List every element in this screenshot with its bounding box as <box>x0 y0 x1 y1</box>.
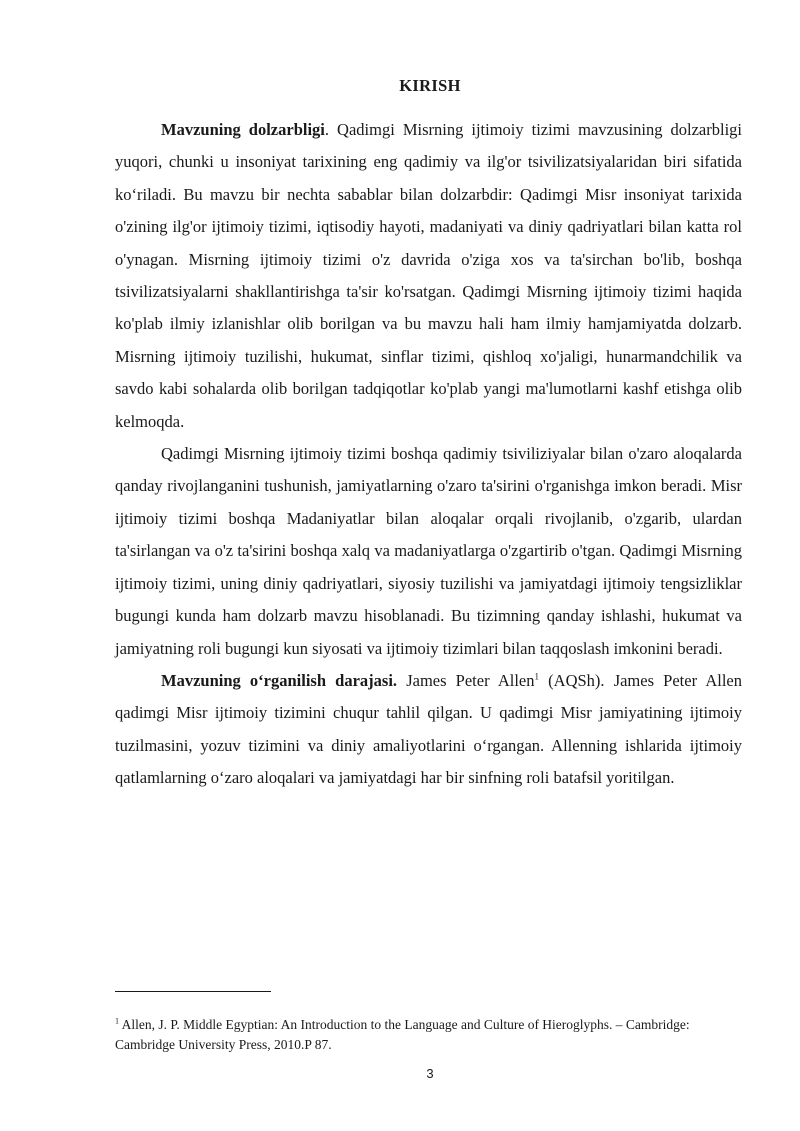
paragraph-study-level <box>115 665 742 795</box>
paragraph-text: . Qadimgi Misrning ijtimoiy tizimi mavzusining dolzarbligi yuqori, chunki u insoniyat tarixining eng qadimiy va ilg'or tsivilizatsiyalaridan biri sifatida ko‘riladi. Bu mavzu bir nechta sabablar bilan dolzarbdir: Qadimgi Misr insoniyat tarixida o'zining ilg'or ijtimoiy tizimi, iqtisodiy hayoti, madaniyati va diniy qadriyatlari bilan katta rol o'ynagan. Misrning ijtimoiy tizimi o'z davrida o'ziga xos va ta'sirchan bo'lib, boshqa tsivilizatsiyalarni shakllantirishga ta'sir ko'rsatgan. Qadimgi Misrning ijtimoiy tizimi haqida ko'plab ilmiy izlanishlar olib borilgan va bu mavzu hali ham ilmiy hamjamiyatda dolzarb. Misrning ijtimoiy tuzilishi, hukumat, sinflar tizimi, qishloq xo'jaligi, hunarmandchilik va savdo kabi sohalarda olib borilgan tadqiqotlar ko'plab yangi ma'lumotlarni kashf etishga olib kelmoqda. <box>115 120 742 431</box>
footnote-separator <box>115 991 271 992</box>
footnote-marker: 1 <box>115 1016 119 1026</box>
paragraph-relevance <box>115 114 742 438</box>
footnote-reference[interactable]: 1 <box>534 671 539 682</box>
paragraph-lead: Mavzuning o‘rganilish darajasi. <box>161 670 398 690</box>
page-number: 3 <box>426 1066 434 1081</box>
footnote-text: Allen, J. P. Middle Egyptian: An Introduction to the Language and Culture of Hieroglyphs. – Cambridge: Cambridge University Press, 2010.P 87. <box>115 1017 690 1052</box>
paragraph-text: Qadimgi Misrning ijtimoiy tizimi boshqa qadimiy tsiviliziyalar bilan o'zaro aloqalarda qanday rivojlanganini tushunish, jamiyatlarning o'zaro ta'sirini o'rganishga imkon beradi. Misr ijtimoiy tizimi boshqa Madaniyatlar bilan aloqalar orqali rivojlanib, o'zgarib, ulardan ta'sirlangan va o'z ta'sirini boshqa xalq va madaniyatlarga o'zgartirib o'tgan. Qadimgi Misrning ijtimoiy tizimi, uning diniy qadriyatlari, siyosiy tuzilishi va jamiyatdagi ijtimoiy tengsizliklar bugungi kunda ham dolzarb mavzu hisoblanadi. Bu tizimning qanday ishlashi, hukumat va jamiyatning roli bugungi kun siyosati va ijtimoiy tizimlari bilan taqqoslash imkonini beradi. <box>115 444 742 658</box>
body-text <box>115 114 742 795</box>
paragraph-text: (AQSh). James Peter Allen qadimgi Misr ijtimoiy tizimini chuqur tahlil qilgan. U qadimgi Misr jamiyatining ijtimoiy tuzilmasini, yozuv tizimini va diniy amaliyotlarini o‘rgangan. Allenning ishlarida ijtimoiy qatlamlarning o‘zaro aloqalari va jamiyatdagi har bir sinfning roli batafsil yoritilgan. <box>115 670 742 788</box>
paragraph-text: James Peter Allen <box>397 670 535 690</box>
page-title: KIRISH <box>399 76 461 95</box>
paragraph-interaction <box>115 438 742 665</box>
footnote <box>115 1015 742 1055</box>
paragraph-lead: Mavzuning dolzarbligi <box>161 120 325 139</box>
